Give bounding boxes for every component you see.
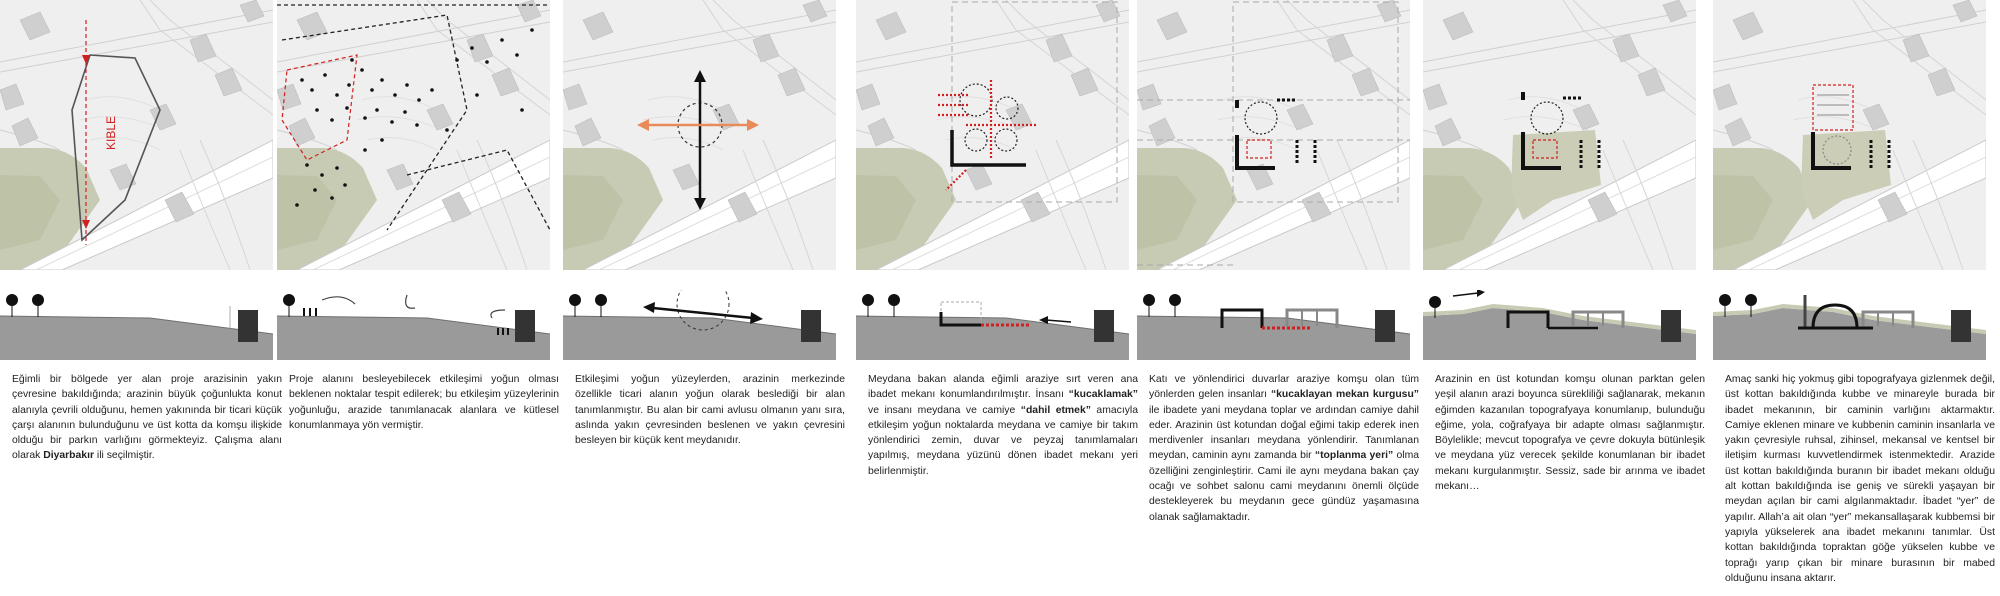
site-plan-7 xyxy=(1713,0,1986,270)
panel-2 xyxy=(277,0,559,596)
site-plan-6 xyxy=(1423,0,1696,270)
panel-6 xyxy=(1423,0,1705,596)
description-2: Proje alanını besleyebilecek etkileşimi yoğun olması beklenen noktalar tespit edilerek; bu etkileşim yüzeylerinin yoğunluğu, arazide tanımlanacak alanlara ve kütlesel konumlanmaya yön vermiştir. xyxy=(289,374,559,431)
site-plan-2 xyxy=(277,0,550,270)
panel-3 xyxy=(563,0,845,596)
section-7 xyxy=(1713,290,1986,360)
section-4 xyxy=(856,290,1129,360)
section-3 xyxy=(563,290,836,360)
section-2 xyxy=(277,290,550,360)
panel-4 xyxy=(856,0,1139,596)
panel-5 xyxy=(1137,0,1420,596)
site-plan-1 xyxy=(0,0,273,270)
description-5: Katı ve yönlendirici duvarlar araziye komşu olan tüm yönlerden gelen insanları “kucaklayan mekan kurgusu” ile ibadete yani meydana toplar ve ardından camiye dahil eder. Arazinin üst kotundan doğal eğimi takip ederek inen merdivenler insanları meydana yönlendirir. Tanımlanan meydan, caminin aynı zamanda bir “toplanma yeri” olma özelliğini zenginleştirir. Cami ile aynı meydana bakan çay ocağı ve sohbet salonu cami meydanını önemli ölçüde destekleyerek bu meydanın gece gündüz yaşamasına olanak sağlamaktadır. xyxy=(1149,374,1420,523)
description-6: Arazinin en üst kotundan komşu olunan parktan gelen yeşil alanın arazi boyunca sürekliliği sağlanarak, mekanın eğimden kazanılan topografyaya konumlanıp, bulunduğu eğime, yola, coğrafyaya bir adapte olması sağlanmıştır. Böylelikle; mevcut topografya ve çevre dokuyla bütünleşik ve meydana yüz verecek şekilde konumlanan bir ibadet mekanı kurgulanmıştır. Sessiz, sade bir arınma ve ibadet mekanı… xyxy=(1435,374,1705,493)
section-5 xyxy=(1137,290,1410,360)
kible-label: KIBLE xyxy=(104,115,118,150)
section-6 xyxy=(1423,290,1696,360)
panel-7 xyxy=(1713,0,1995,596)
description-7: Amaç sanki hiç yokmuş gibi topografyaya gizlenmek değil, üst kottan bakıldığında kubbe ve minareyle burada bir ibadet mekanının, bir caminin varlığını aktarmaktır. Camiye eklenen minare ve kubbenin caminin insanlarla ve yakın çevresiyle ruhsal, zihinsel, mekansal ve kentsel bir iletişim kurması kuvvetlendirmek istenmektedir. Arazide üst kottan bakıldığında buranın bir ibadet mekanı olduğu alt kottan bakıldığında ise geniş ve sürekli yaşayan bir meydan açılan bir cami algılanmaktadır. İbadet “yer” de yapılır. Allah’a ait olan “yer” mekansallaşarak kubbemsi bir yapıyla yükselerek ana ibadet mekanını tanımlar. Üst kottan bakıldığında topraktan göğe yükselen kubbe ve toprağı yarıp çıkan bir minare burasının bir mabed olduğunu insana aktarır. xyxy=(1725,374,1995,584)
description-1: Eğimli bir bölgede yer alan proje arazisinin yakın çevresine bakıldığında; arazinin büyük çoğunlukta konut alanıyla çevrili olduğunu, hemen yakınında bir ticari küçük çarşı alanının bulunduğunu ve üst kotta da komşu ilişkide olduğu bir parkın varlığını görmekteyiz. Çalışma alanı olarak Diyarbakır ili seçilmiştir. xyxy=(12,374,282,462)
site-plan-5 xyxy=(1137,0,1410,270)
description-4: Meydana bakan alanda eğimli araziye sırt veren ana ibadet mekanı konumlandırılmıştır. İnsanı “kucaklamak” ve insanı meydana ve camiye “dahil etmek” amacıyla etkileşim yoğun noktalarda meydana ve camiye bir takım yönlendirici zemin, duvar ve peyzaj tanımlamaları yapılmış, meydana yüzünü dönen ibadet mekanı yeri belirlenmiştir. xyxy=(868,374,1139,477)
panel-1 xyxy=(0,0,282,596)
site-plan-3 xyxy=(563,0,836,270)
section-1 xyxy=(0,290,273,360)
site-plan-4 xyxy=(856,0,1129,270)
description-3: Etkileşimi yoğun yüzeylerden, arazinin merkezinde özellikle ticari alanın yoğun olarak beslediği bir alan tanımlanmıştır. Bu alan bir cami avlusu olmanın yanı sıra, aslında yakın çevresinden beslenen ve yakın çevresini besleyen bir küçük kent meydanıdır. xyxy=(575,374,845,447)
